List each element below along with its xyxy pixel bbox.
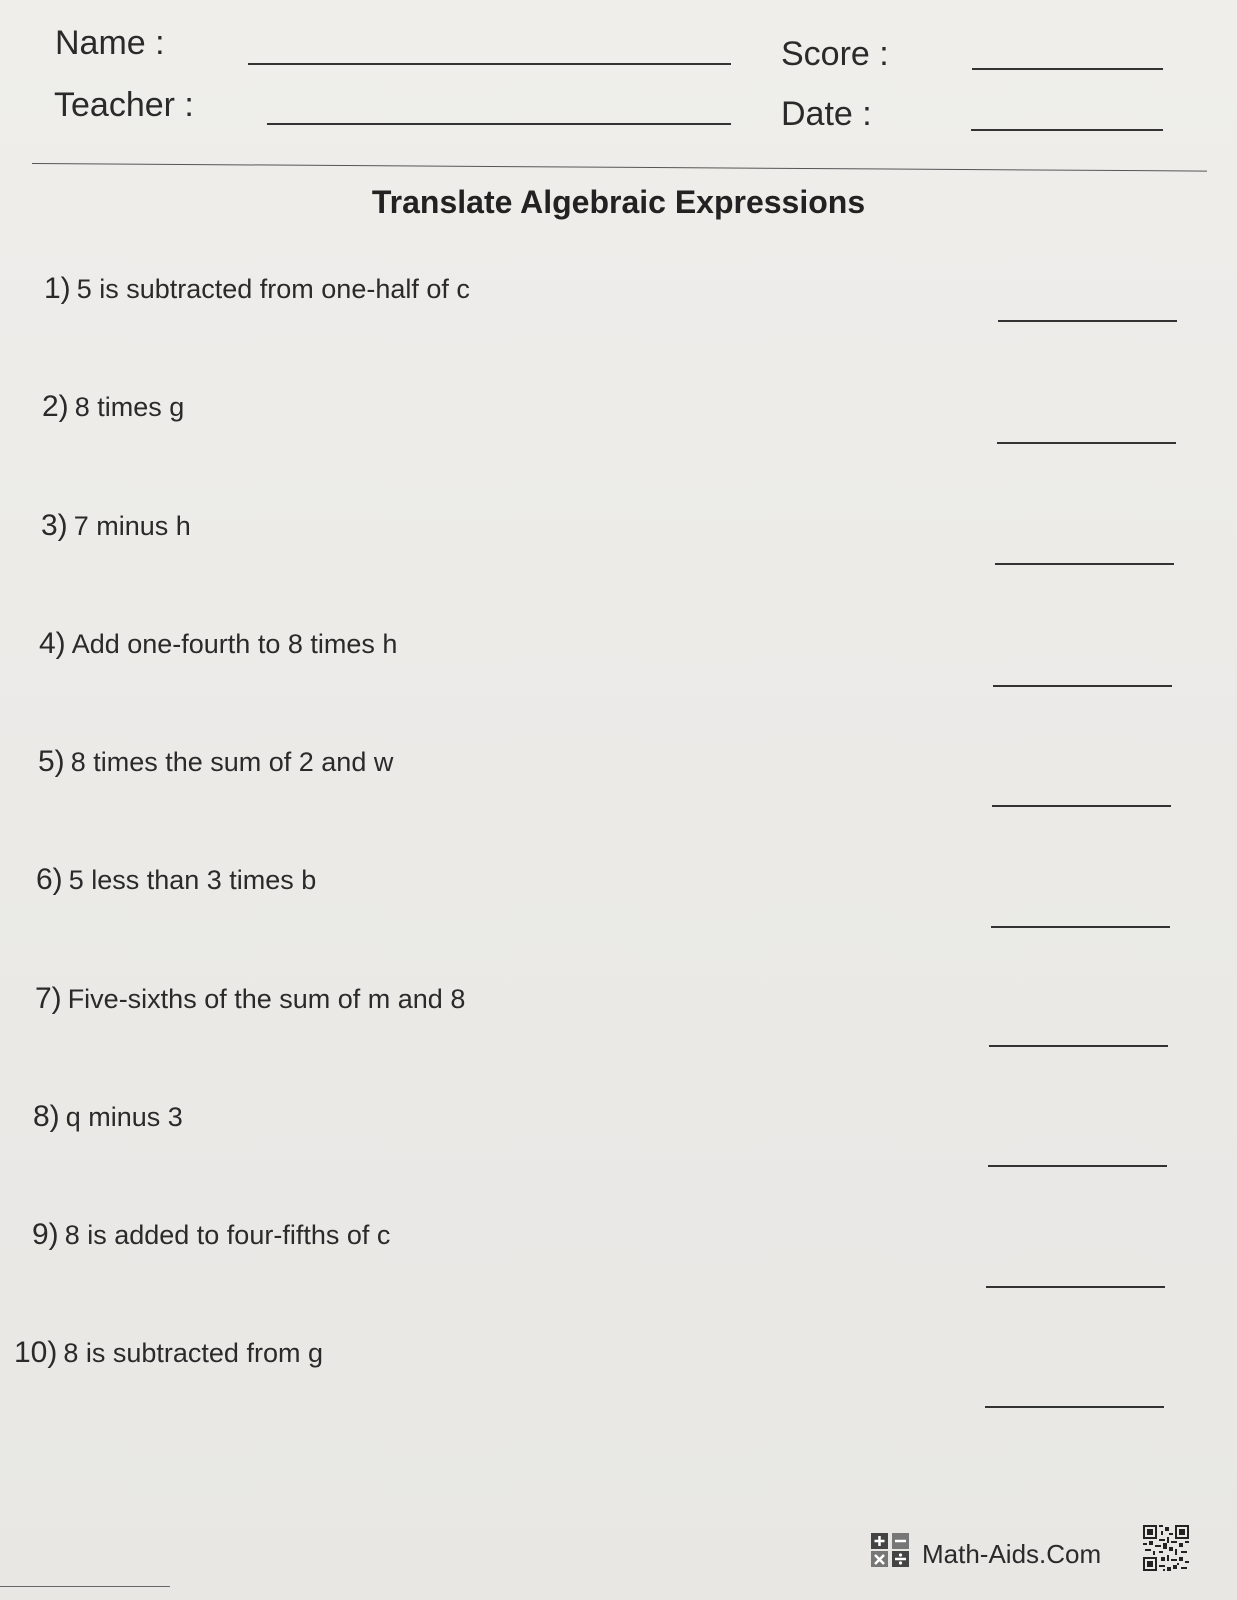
teacher-blank-line (267, 123, 731, 125)
question-item (41, 509, 191, 543)
question-item (35, 982, 465, 1016)
answer-blank-line (998, 320, 1177, 322)
bottom-edge-line (0, 1586, 170, 1587)
worksheet-title: Translate Algebraic Expressions (371, 184, 866, 220)
question-number: 3) (41, 509, 68, 542)
question-item (39, 627, 397, 661)
score-blank-line (972, 68, 1163, 70)
question-number: 5) (38, 745, 65, 778)
question-number: 4) (39, 627, 66, 660)
question-text: 5 is subtracted from one-half of c (76, 274, 470, 304)
question-text: 8 times g (74, 392, 185, 422)
question-number: 1) (44, 272, 71, 305)
question-item (36, 863, 316, 897)
question-text: Add one-fourth to 8 times h (71, 629, 398, 659)
question-number: 6) (36, 863, 63, 896)
header-divider (32, 163, 1207, 172)
question-text: 8 is added to four-fifths of c (64, 1220, 391, 1250)
question-number: 10) (14, 1336, 58, 1369)
answer-blank-line (991, 926, 1170, 928)
question-number: 2) (42, 390, 69, 423)
name-label: Name : (55, 24, 165, 62)
answer-blank-line (997, 442, 1176, 444)
question-item (33, 1100, 183, 1134)
question-item (44, 272, 470, 306)
answer-blank-line (986, 1286, 1165, 1288)
date-label: Date : (781, 95, 872, 133)
answer-blank-line (992, 805, 1171, 807)
question-item (14, 1336, 323, 1370)
answer-blank-line (988, 1165, 1167, 1167)
question-item (38, 745, 393, 779)
question-text: 5 less than 3 times b (68, 865, 317, 895)
answer-blank-line (995, 563, 1174, 565)
question-item (32, 1218, 390, 1252)
answer-blank-line (989, 1045, 1168, 1047)
question-number: 8) (33, 1100, 60, 1133)
question-text: 8 times the sum of 2 and w (70, 747, 394, 777)
name-blank-line (248, 63, 731, 65)
question-text: q minus 3 (65, 1102, 183, 1132)
date-blank-line (971, 129, 1163, 131)
qr-code-icon (1143, 1525, 1189, 1571)
score-label: Score : (781, 35, 889, 73)
question-text: 8 is subtracted from g (63, 1338, 323, 1368)
answer-blank-line (993, 685, 1172, 687)
teacher-label: Teacher : (54, 86, 194, 124)
question-number: 9) (32, 1218, 59, 1251)
answer-blank-line (985, 1406, 1164, 1408)
footer-site-name: Math-Aids.Com (922, 1539, 1102, 1569)
math-operators-icon (871, 1533, 909, 1567)
question-text: Five-sixths of the sum of m and 8 (67, 984, 466, 1014)
question-item (42, 390, 184, 424)
question-text: 7 minus h (73, 511, 191, 541)
question-number: 7) (35, 982, 62, 1015)
